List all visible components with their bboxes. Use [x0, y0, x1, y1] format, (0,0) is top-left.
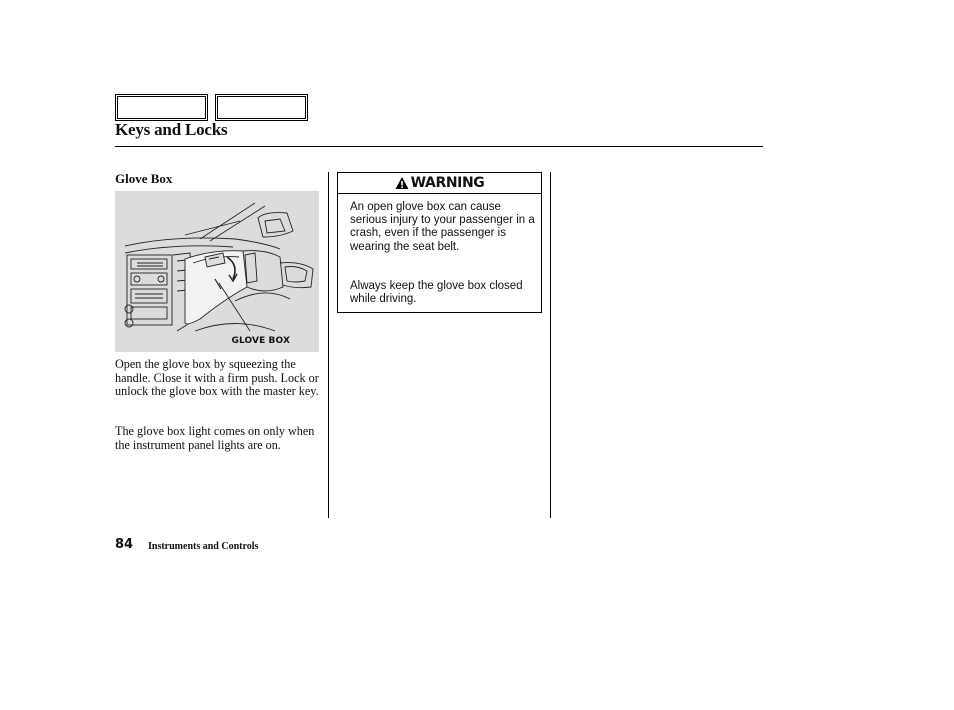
- warning-paragraph-injury: An open glove box can cause serious injury to your passenger in a crash, even if the passenger is wearing the seat belt.: [350, 201, 535, 253]
- warning-box: [337, 172, 542, 313]
- title-rule: [115, 146, 763, 147]
- body-paragraph-open-close: Open the glove box by squeezing the handle. Close it with a firm push. Lock or unlock the glove box with the master key.: [115, 357, 319, 398]
- section-heading: Glove Box: [115, 171, 173, 186]
- warning-heading: WARNING: [410, 175, 485, 191]
- nav-tab-box-2: [215, 94, 308, 121]
- warning-header: [338, 173, 541, 194]
- glove-box-illustration: [115, 191, 319, 352]
- page-number: 84: [115, 537, 134, 552]
- page-title: Keys and Locks: [115, 120, 228, 139]
- dashboard-drawing: [115, 191, 319, 352]
- footer-section-name: Instruments and Controls: [148, 541, 259, 552]
- body-paragraph-light: The glove box light comes on only when the instrument panel lights are on.: [115, 424, 315, 452]
- warning-paragraph-keep-closed: Always keep the glove box closed while driving.: [350, 280, 523, 306]
- nav-tab-box-1: [115, 94, 208, 121]
- warning-triangle-icon: [395, 176, 409, 190]
- column-divider-left: [328, 172, 329, 518]
- column-divider-right: [550, 172, 551, 518]
- figure-caption: GLOVE BOX: [231, 336, 290, 346]
